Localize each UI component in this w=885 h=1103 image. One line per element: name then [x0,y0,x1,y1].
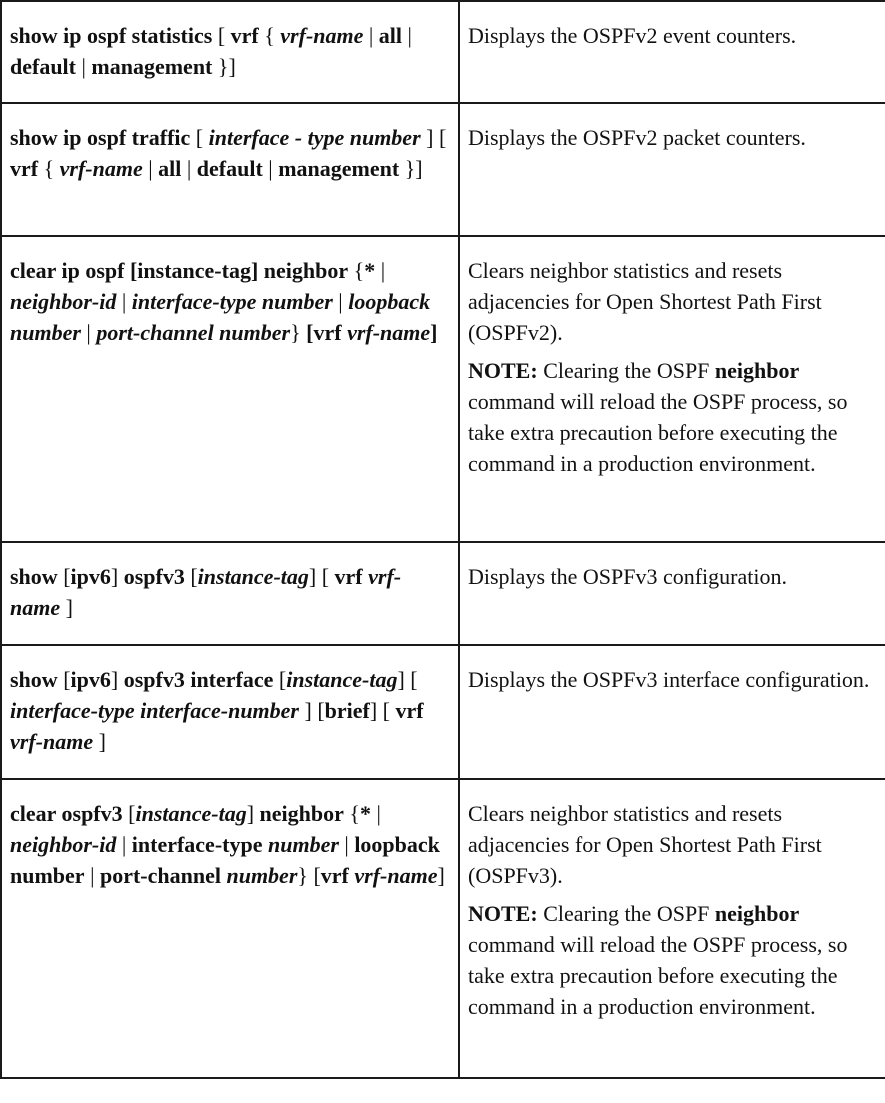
text-run: vrf-name [59,156,143,181]
text-run: Displays the OSPFv2 event counters. [468,23,797,48]
text-run: interface-type interface-number [10,698,299,723]
text-run: vrf-name [10,729,94,754]
text-run: { [258,23,281,48]
table-row [1,779,885,1078]
note-text [468,355,879,479]
command-cell [1,1,459,103]
text-run: show ip ospf statistics [10,23,213,48]
text-run: ] [110,667,124,692]
text-run: NOTE: [468,901,538,926]
text-run: | [332,289,349,314]
text-run: default [196,156,263,181]
description-cell [459,645,885,779]
text-run: [instance-tag] [124,258,264,283]
text-run: instance-tag [197,564,309,589]
text-run: | [116,289,132,314]
text-run: ] [ [397,667,418,692]
text-run: neighbor-id [10,289,117,314]
text-run: ] [110,564,124,589]
text-run: show [10,667,58,692]
text-run: vrf [395,698,424,723]
text-run: neighbor [714,901,800,926]
text-run: * [364,258,376,283]
text-run: interface - type number [208,125,421,150]
text-run: | [338,832,355,857]
text-run: { [38,156,60,181]
description-text [468,561,879,592]
text-run: ] [437,863,445,888]
text-run: [ [184,564,198,589]
description-text [468,798,879,891]
command-cell [1,779,459,1078]
description-cell [459,236,885,542]
text-run: ] [93,729,106,754]
text-run: clear ip ospf [10,258,125,283]
text-run: vrf-name [354,863,438,888]
text-run: ipv6 [70,564,111,589]
command-syntax [10,20,450,82]
text-run: [ [57,667,71,692]
text-run: [ [273,667,287,692]
text-run: ] [ [299,698,325,723]
description-cell [459,1,885,103]
text-run: ospfv3 [123,564,185,589]
text-run: interface-type number [131,289,333,314]
text-run: vrf-name [280,23,364,48]
text-run: [vrf [306,320,348,345]
text-run: NOTE: [468,358,538,383]
text-run: [ [190,125,209,150]
description-text [468,664,879,695]
text-run: | [363,23,379,48]
text-run: show [10,564,58,589]
text-run: all [378,23,403,48]
command-cell [1,236,459,542]
command-syntax [10,255,450,348]
text-run: Displays the OSPFv3 configuration. [468,564,787,589]
text-run: * [359,801,371,826]
text-run: Clearing the OSPF [537,901,715,926]
description-cell [459,103,885,236]
text-run: number [267,832,339,857]
text-run: | [142,156,159,181]
table-row [1,236,885,542]
text-run: Displays the OSPFv2 packet counters. [468,125,806,150]
text-run: ipv6 [70,667,111,692]
text-run: vrf [334,564,363,589]
text-run: neighbor [263,258,349,283]
text-run: vrf [10,156,39,181]
text-run: { [343,801,360,826]
text-run: neighbor-id [10,832,117,857]
text-run: Clearing the OSPF [537,358,715,383]
text-run: ] [246,801,260,826]
text-run: loopback number [10,832,440,888]
description-text [468,20,879,51]
description-text [468,122,879,153]
text-run: number [226,863,298,888]
text-run: instance-tag [135,801,247,826]
text-run: port-channel number [96,320,291,345]
text-run: management [278,156,400,181]
text-run: { [348,258,365,283]
text-run: ] [ [369,698,396,723]
table-row [1,542,885,645]
table-row [1,103,885,236]
command-syntax [10,664,450,757]
description-text [468,255,879,348]
command-cell [1,542,459,645]
command-syntax [10,122,450,184]
text-run: [ [212,23,231,48]
text-run: clear ospfv3 [10,801,123,826]
text-run: command will reload the OSPF process, so take extra precaution before executing the command in a production environment. [468,932,848,1019]
command-cell [1,103,459,236]
text-run: } [ [297,863,321,888]
text-run: vrf-name [10,564,402,620]
text-run: [ [57,564,71,589]
text-run: neighbor [259,801,344,826]
text-run: default [10,54,76,79]
text-run: ospfv3 interface [123,667,274,692]
text-run: show ip ospf traffic [10,125,191,150]
text-run: brief [324,698,370,723]
command-syntax [10,798,450,891]
text-run: vrf [320,863,349,888]
table-row [1,1,885,103]
description-cell [459,542,885,645]
text-run: vrf [230,23,259,48]
text-run: | [402,23,412,48]
text-run: ] [430,320,438,345]
text-run: instance-tag [286,667,398,692]
text-run: neighbor [714,358,800,383]
text-run: vrf-name [347,320,431,345]
text-run: command will reload the OSPF process, so take extra precaution before executing the command in a production environment. [468,389,848,476]
text-run: | [375,258,386,283]
text-run: | [84,863,100,888]
text-run: | [80,320,97,345]
text-run: ] [ [308,564,335,589]
text-run: port-channel [99,863,221,888]
text-run: loopback number [10,289,431,345]
text-run: Displays the OSPFv3 interface configuration. [468,667,870,692]
note-text [468,898,879,1022]
text-run: } [290,320,307,345]
text-run: | [116,832,132,857]
text-run: | [76,54,92,79]
text-run: | [181,156,197,181]
text-run: }] [212,54,236,79]
text-run: all [158,156,182,181]
text-run: Clears neighbor statistics and resets adjacencies for Open Shortest Path First (OSPFv3). [468,801,822,888]
table-row [1,645,885,779]
text-run: | [262,156,279,181]
command-cell [1,645,459,779]
text-run: [ [122,801,136,826]
command-syntax [10,561,450,623]
text-run: ] [ [420,125,447,150]
text-run: }] [399,156,423,181]
text-run: ] [60,595,73,620]
text-run: management [91,54,213,79]
description-cell [459,779,885,1078]
text-run: Clears neighbor statistics and resets adjacencies for Open Shortest Path First (OSPFv2). [468,258,822,345]
text-run: | [370,801,381,826]
text-run: interface-type [131,832,263,857]
